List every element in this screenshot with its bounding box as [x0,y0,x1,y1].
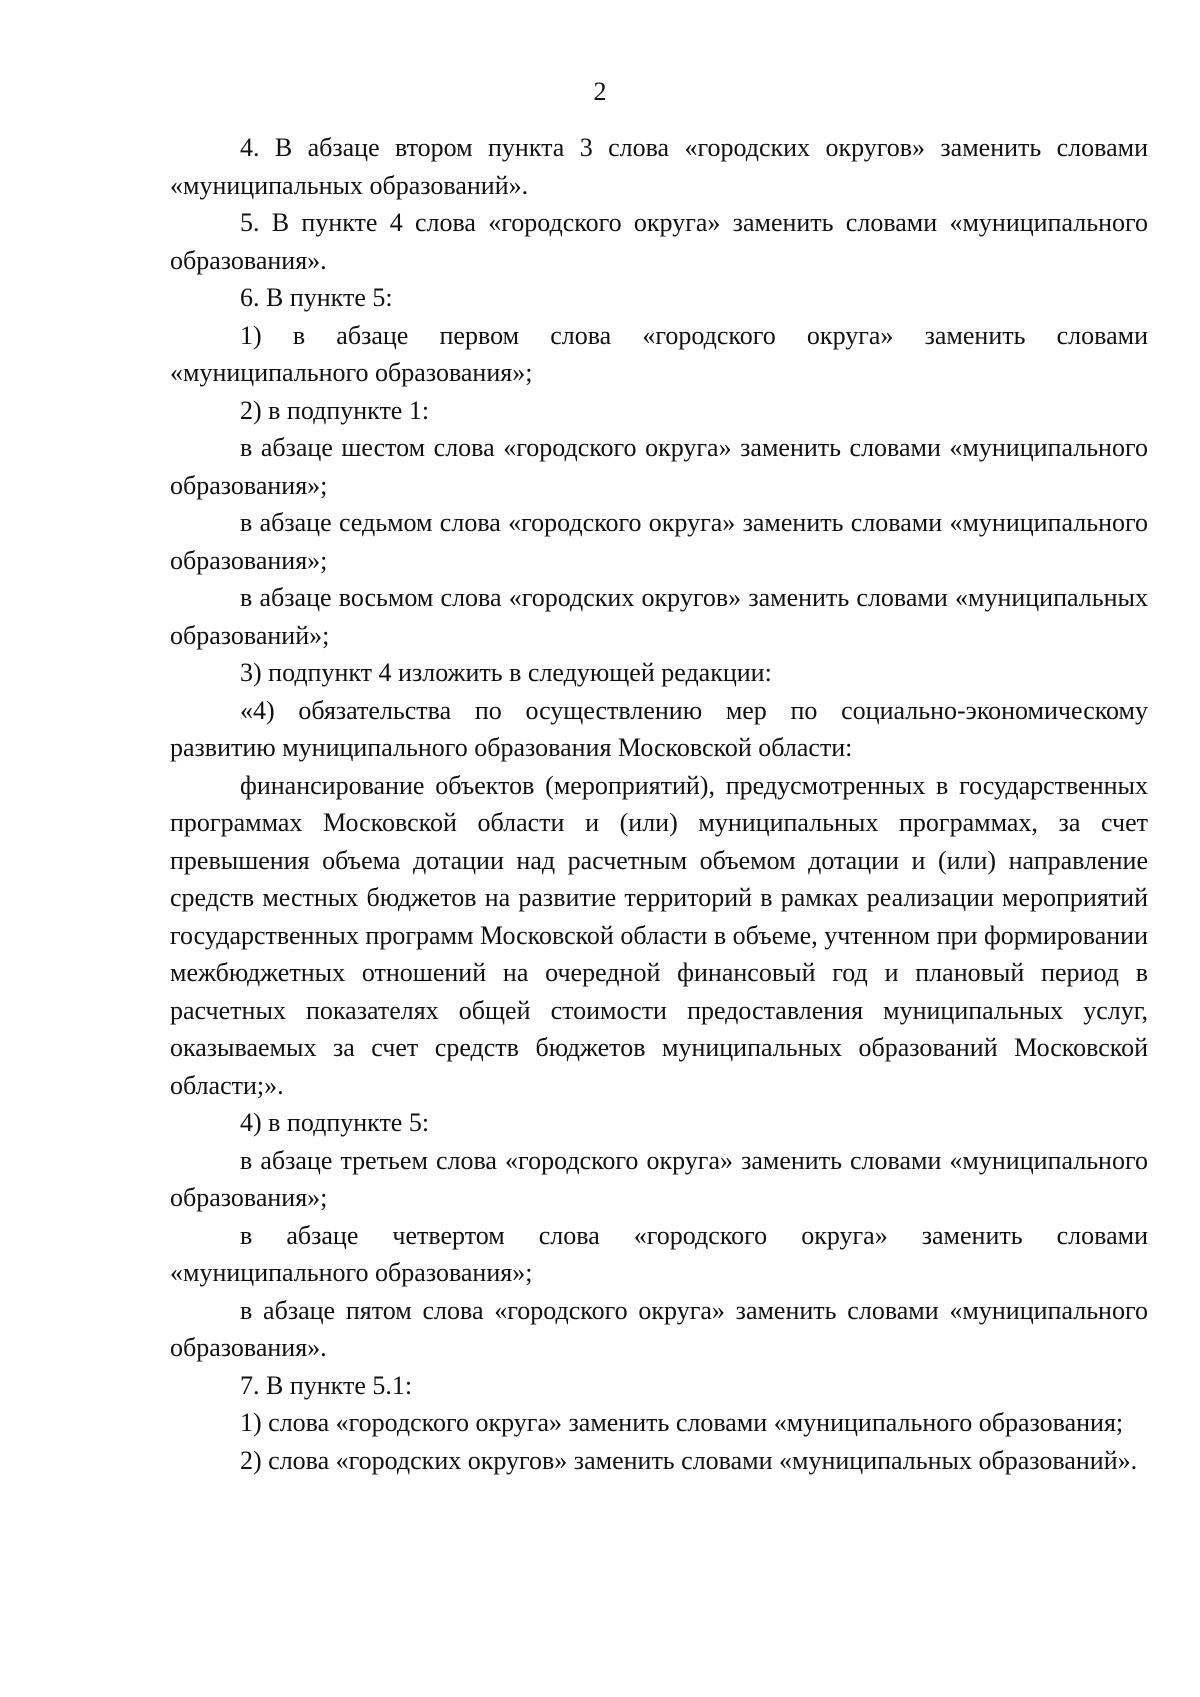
paragraph-item-7-2: 2) слова «городских округов» заменить словами «муниципальных образований». [240,1445,1138,1475]
paragraph-item-6-2: 2) в подпункте 1: [240,395,430,425]
paragraph-item-6-3: 3) подпункт 4 изложить в следующей редакции: [240,658,772,687]
paragraph-quote-4: «4) обязательства по осуществлению мер по социально-экономическому развитию муниципального образования Московской области: [170,695,1148,762]
paragraph-item-6-2-b: в абзаце седьмом слова «городского округа» заменить словами «муниципального образования»; [170,508,1148,575]
page-number: 2 [593,77,607,106]
paragraph-financing: финансирование объектов (мероприятий), предусмотренных в государственных программах Московской области и (или) муниципальных программах, за счет превышения объема дотации над расчетным объемом дотации и (или) направление средств местных бюджетов на развитие территорий в рамках реализации мероприятий государственных программ Московской области в объеме, учтенном при формировании межбюджетных отношений на очередной финансовый год и плановый период в расчетных показателях общей стоимости предоставления муниципальных услуг, оказываемых за счет средств бюджетов муниципальных образований Московской области;». [170,770,1148,1100]
paragraph-item-6-4-c: в абзаце пятом слова «городского округа» заменить словами «муниципального образования». [170,1295,1148,1362]
paragraph-item-6-2-a: в абзаце шестом слова «городского округа» заменить словами «муниципального образования»; [170,433,1148,500]
paragraph-item-6-2-c: в абзаце восьмом слова «городских округов» заменить словами «муниципальных образований»; [170,583,1148,650]
document-body [170,129,1148,1479]
paragraph-item-4: 4. В абзаце втором пункта 3 слова «городских округов» заменить словами «муниципальных образований». [170,133,1148,200]
paragraph-item-5: 5. В пункте 4 слова «городского округа» заменить словами «муниципального образования». [170,208,1148,275]
paragraph-item-6-4-b: в абзаце четвертом слова «городского округа» заменить словами «муниципального образования»; [170,1220,1148,1287]
paragraph-item-6: 6. В пункте 5: [240,283,393,312]
paragraph-item-7: 7. В пункте 5.1: [240,1370,413,1400]
paragraph-item-6-1: 1) в абзаце первом слова «городского округа» заменить словами «муниципального образования»; [170,320,1148,387]
paragraph-item-6-4-a: в абзаце третьем слова «городского округа» заменить словами «муниципального образования»; [170,1145,1148,1212]
paragraph-item-7-1: 1) слова «городского округа» заменить словами «муниципального образования; [240,1408,1124,1437]
paragraph-item-6-4: 4) в подпункте 5: [240,1108,430,1137]
